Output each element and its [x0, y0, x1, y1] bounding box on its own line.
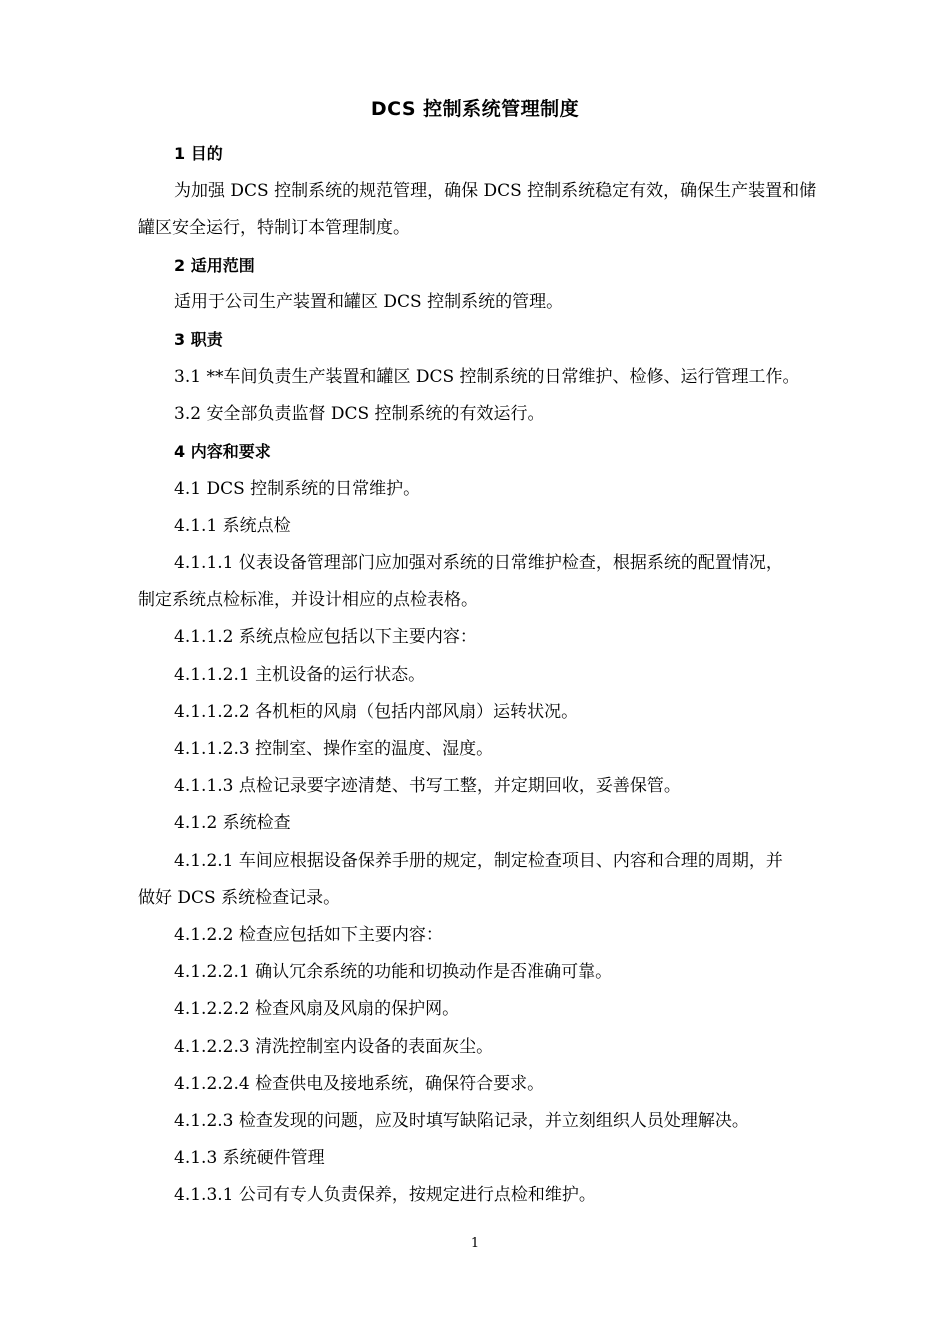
section-heading-responsibilities: 3 职责 — [174, 330, 223, 349]
paragraph-line: 4.1.2.2.4 检查供电及接地系统，确保符合要求。 — [174, 1074, 545, 1094]
paragraph-line: 3.1 **车间负责生产装置和罐区 DCS 控制系统的日常维护、检修、运行管理工作。 — [174, 367, 800, 387]
paragraph-line: 做好 DCS 系统检查记录。 — [138, 888, 341, 908]
paragraph-line: 4.1.2.1 车间应根据设备保养手册的规定，制定检查项目、内容和合理的周期，并 — [174, 851, 783, 871]
page-number: 1 — [470, 1236, 480, 1251]
paragraph-line: 4.1.3.1 公司有专人负责保养，按规定进行点检和维护。 — [174, 1185, 596, 1205]
paragraph-line: 4.1.1.1 仪表设备管理部门应加强对系统的日常维护检查，根据系统的配置情况， — [174, 553, 783, 573]
document-title: DCS 控制系统管理制度 — [370, 98, 580, 120]
paragraph-line: 4.1.2 系统检查 — [174, 813, 291, 833]
paragraph-line: 3.2 安全部负责监督 DCS 控制系统的有效运行。 — [174, 404, 545, 424]
paragraph-line: 为加强 DCS 控制系统的规范管理，确保 DCS 控制系统稳定有效，确保生产装置和储 — [174, 181, 817, 201]
paragraph-line: 4.1.1.2.1 主机设备的运行状态。 — [174, 665, 426, 685]
paragraph-line: 4.1.1.2 系统点检应包括以下主要内容： — [174, 627, 477, 647]
paragraph-line: 4.1.2.2 检查应包括如下主要内容： — [174, 925, 443, 945]
paragraph-line: 4.1.2.2.1 确认冗余系统的功能和切换动作是否准确可靠。 — [174, 962, 613, 982]
paragraph-line: 4.1.2.2.3 清洗控制室内设备的表面灰尘。 — [174, 1037, 494, 1057]
paragraph-line: 罐区安全运行，特制订本管理制度。 — [138, 218, 410, 238]
paragraph-line: 4.1.1 系统点检 — [174, 516, 291, 536]
paragraph-line: 适用于公司生产装置和罐区 DCS 控制系统的管理。 — [174, 292, 564, 312]
paragraph-line: 4.1.1.2.3 控制室、操作室的温度、湿度。 — [174, 739, 494, 759]
paragraph-line: 制定系统点检标准，并设计相应的点检表格。 — [138, 590, 478, 610]
paragraph-line: 4.1.1.3 点检记录要字迹清楚、书写工整，并定期回收，妥善保管。 — [174, 776, 681, 796]
paragraph-line: 4.1.1.2.2 各机柜的风扇（包括内部风扇）运转状况。 — [174, 702, 579, 722]
section-heading-scope: 2 适用范围 — [174, 256, 255, 275]
paragraph-line: 4.1.2.2.2 检查风扇及风扇的保护网。 — [174, 999, 460, 1019]
paragraph-line: 4.1 DCS 控制系统的日常维护。 — [174, 479, 421, 499]
paragraph-line: 4.1.3 系统硬件管理 — [174, 1148, 325, 1168]
section-heading-content-requirements: 4 内容和要求 — [174, 442, 271, 461]
paragraph-line: 4.1.2.3 检查发现的问题，应及时填写缺陷记录，并立刻组织人员处理解决。 — [174, 1111, 749, 1131]
section-heading-purpose: 1 目的 — [174, 144, 223, 163]
